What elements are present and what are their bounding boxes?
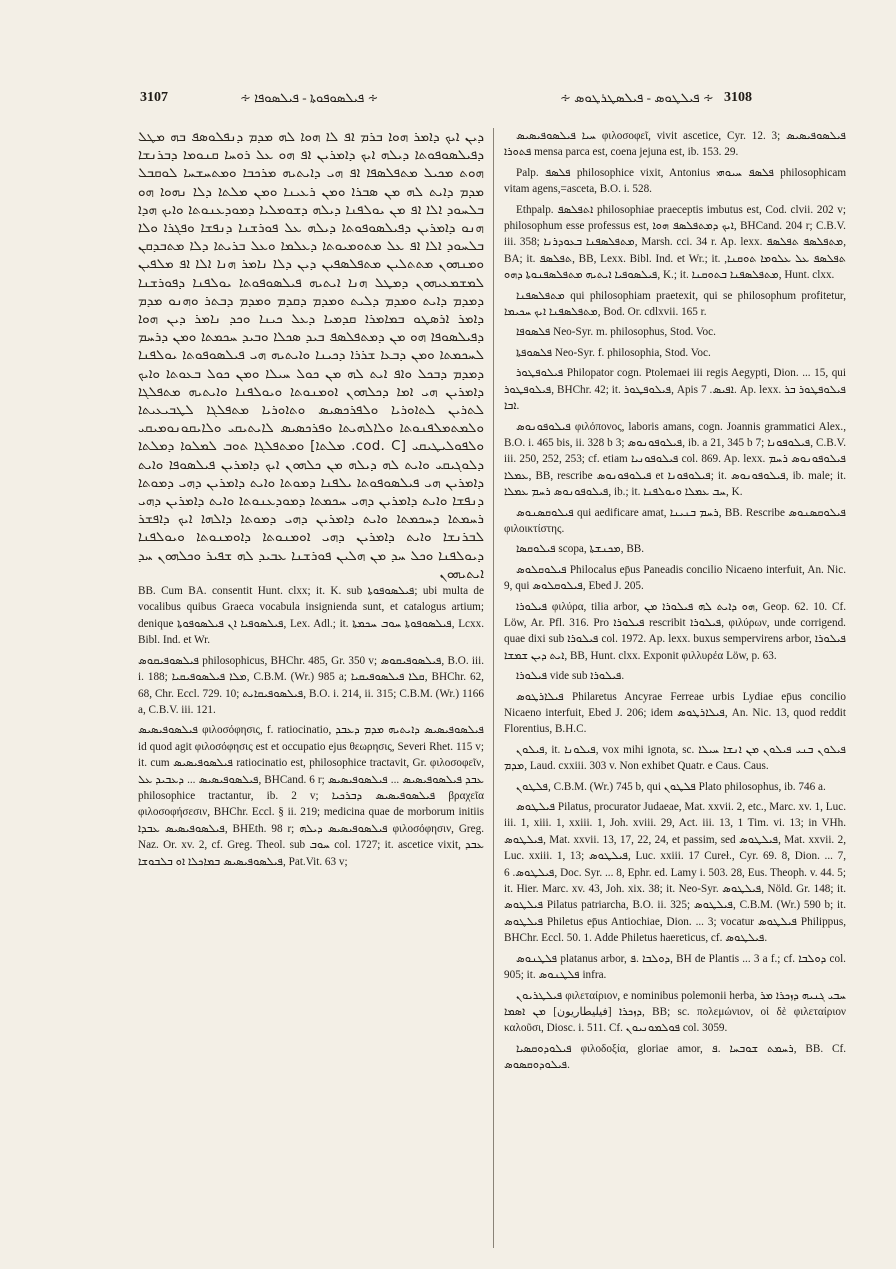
syriac-text-block: ܕܝܢ ܐܝܟ ܕܐܡܪ ܗܘܐ ܒܪܡ ܐܦ ܠܐ ܗܘܐ ܠܗ ܡܕܡ ܕܢܦܠܘܣܦ ܒܗ ܡܛܠ ܕܦܝܠܣܘܦܘܬܐ ܕܝܠܗ ܐܝܟ ܕܐܡܪܝܢ ܐܦ ܗܘ ܥܠ ܪܘܚܐ ܩܢܘܡܐ ܕܒܪܢܫܐ ܗܘܬ ܡܟܝܠ ܡܬܦܠܣܦܐ ܐܦ ܗܝ ܕܐܝܬܝܗ ܡܪܟܒܐ ܘܡܬܚܫܚܐ ܠܘܩܒܠ ܡܕܡ ܕܐܝܬ ܠܗ ܡܢ ܣܒܪܐ ܘܡܢ ܪܥܝܢܐ ܘܡܢ ܡܠܬܐ ܕܠܐ ܢܗܘܐ ܗܘ ܒܠܚܘܕ ܐܠܐ ܐܦ ܡܢ ܝܘܠܦܢܐ ܕܝܠܗ ܕܫܘܡܠܝܐ ܕܡܘܕܥܢܘܬܐ ܘܐܝܟ ܗܕܐ ܗܢܘ ܕܐܡܪܝܢ ܕܦܝܠܣܘܦܘܬܐ ܕܝܠܗ ܥܠ ܦܘܪܫܢܐ ܕܢܦܫܐ ܘܦܓܪܐ ܘܠܐ ܒܠܚܘܕ ܐܠܐ ܐܦ ܥܠ ܡܬܘܡܝܘܬܐ ܕܥܠܡܐ ܘܥܠ ܒܪܝܬܐ ܕܠܐ ܡܬܒܕܩܢ ܘܡܢܗܘܢ ܡܬܬܠܝܢ ܡܬܦܠܣܦܝܢ ܕܝܢ ܕܠܐ ܢܐܡܪ ܗܢܐ ܐܠܐ ܐܦ ܡܠܦܝܢ ܠܡܫܡܥܝܗܘܢ ܕܡܛܠ ܗܢܐ ܐܝܬܝܗ ܦܝܠܣܘܦܘܬܐ ܝܘܠܦܢܐ ܕܦܘܪܫܢܐ ܕܡܕܡ ܕܐܝܬ ܘܡܕܡ ܕܠܝܬ ܘܡܕܡ ܕܩܕܡ ܘܡܕܡ ܕܒܬܪ ܘܗܢܘ ܡܕܡ ܕܐܡܪ ܐܪܣܛܘ ܒܡܐܡܪܐ ܩܕܡܝܐ ܕܥܠ ܟܝܢܐ ܘܟܕ ܢܐܡܪ ܕܝܢ ܗܘܐ ܕܦܝܠܣܘܦܐ ܗܘ ܡܢ ܕܡܬܦܠܣܦ ܒܝܕ ܣܟܠܐ ܘܒܝܕ ܚܟܡܬܐ ܘܡܢ ܕܪܚܡ ܠܚܟܡܬܐ ܘܡܢ ܕܒܥܐ ܫܪܪܐ ܕܟܝܢܐ ܘܐܝܬܝܗ ܗܝ ܦܝܠܣܘܦܘܬܐ ܝܘܠܦܢܐ ܕܡܕܡ ܕܒܟܠ ܘܐܦ ܐܝܬ ܠܗ ܡܢ ܟܘܠ ܚܝܠܐ ܘܡܢ ܟܘܠ ܒܥܘܬܐ ܘܐܝܟ ܕܐܡܪܝܢ ܗܝ ܐܡܐ ܕܟܠܗܘܢ ܐܘܡܢܘܬܐ ܘܝܘܠܦܢܐ ܘܐܝܬܝܗ ܡܬܦܠܓܐ ܠܬܪܝܢ ܠܬܐܘܪܝܐ ܘܠܦܪܟܣܝܣ ܘܬܐܘܪܝܐ ܡܬܦܠܓܐ ܠܛܒܝܥܝܬܐ ܘܠܡܬܡܠܦܢܘܬܐ ܘܠܐܠܗܝܬܐ ܘܦܪܟܣܝܣ ܠܐܝܬܝܩܝ ܘܠܐܝܩܘܢܘܡܝܩܝ ܘܠܦܘܠܝܛܝܩܝ [cod. C. ܡܠܬܐ] ܘܡܬܦܠܓܐ ܬܘܒ ܠܡܠܘܐ ܕܡܠܬܐ ܕܠܘܓܝܩܝ ܘܐܝܬ ܠܗ ܕܝܠܗ ܡܢ ܟܠܗܘܢ ܐܝܟ ܕܐܡܪܝܢ ܦܝܠܣܘܦܐ ܘܐܝܬ ܕܐܡܪܝܢ ܗܝ ܦܝܠܣܘܦܘܬܐ ܝܠܦܢܐ ܕܡܘܬܐ ܘܐܝܬ ܕܐܡܪܝܢ ܕܗܝ ܕܡܘܬܐ ܕܢܦܫܐ ܘܐܝܬ ܕܐܡܪܝܢ ܕܗܝ ܚܟܡܬܐ ܕܡܘܕܥܢܘܬܐ ܘܐܝܬ ܕܐܡܪܝܢ ܕܗܝ ܪܚܡܬܐ ܕܚܟܡܬܐ ܘܐܝܬ ܕܐܡܪܝܢ ܕܗܝ ܕܡܘܬܐ ܕܐܠܗܐ ܐܝܟ ܕܐܦܫܪ ܠܒܪܢܫܐ ܘܐܝܬ ܕܐܡܪܝܢ ܕܗܝ ܐܘܡܢܘܬܐ ܕܐܘܡܢܘܬܐ ܘܝܘܠܦܢܐ ܕܝܘܠܦܢܐ ܘܟܠ ܚܕ ܡܢ ܗܠܝܢ ܦܘܪܫܢܐ ܥܒܝܕ ܠܗ ܫܦܝܪ ܘܟܠܗܘܢ ܚܕ ܐܝܬܝܗܘܢ <box>138 129 484 582</box>
left-running-title: ∻ ܦܝܠܣܘܦܘܬܐ - ܦܝܠܣܘܦܐ ∻ <box>240 90 379 105</box>
entry-paragraph: Ethpalp. ܐܬܦܠܣܦ philosophiae praeceptis imbutus est, Cod. clvii. 202 v; philosophum esse professus est, ܐܝܟ ܕܡܬܦܠܣܦ ܗܘܐ, BHCand. 204 r; C.B.V. iii. 358; ܡܬܦܠܣܦܢܐ ܒܥܘܕܪܢܐ, Marsh. cci. 34 r. Ap. lexx. ܡܬܦܠܣܦ ܬܦܠܣܦ, BA; it. ܬܦܠܣܦ, BB, Lexx. Bibl. Ind. et Wr.; it. ܬܦܠܣܦ ܥܠ ܥܠܘܡܐ ܬܘܩܢܐ, ܦܝܠܣܘܦܝܐ ܐܝܬܝܗ ܡܬܦܠܣܦܢܘܬܐ ܕܗܘ, K.; it. ܡܬܦܠܣܦܢܐ ܒܬܘܩܢܐ, Hunt. clxx. <box>504 203 846 282</box>
entry-plato: ܦܠܛܘܢ, C.B.M. (Wr.) 745 b, qui ܦܠܛܘܢ Plato philosophus, ib. 746 a. <box>516 780 826 793</box>
entry-paragraph: ܦܠܣܘܦܐ Neo-Syr. m. philosophus, Stod. Voc. <box>516 326 716 339</box>
entry-philosophesis: ܦܝܠܣܘܦܝܣܝܣ φιλοσόφησις, f. ratiocinatio, ܦܝܠܣܘܦܝܣܝܣ ܕܐܝܬܝܗ ܡܕܡ ܕܥܒܕ id quod agit φιλοσόφησις est et occupatio ejus θεωρησις, Severi Rhet. 115 v; it. cum ܦܝܠܣܘܦܝܣܝܣ ratiocinatio est, philosophice tractavit, Gr. φιλοσοφεῖν, ܦܝܠܣܘܦܝܣܝܣ ... ܕܥܒܝܕ ܥܠ, BHCand. 6 r; ܥܒܕ ܦܝܠܣܘܦܝܣܝܣ ... ܦܝܠܣܘܦܝܣܝܣ philosophice tractantur, ib. 2 v; ܦܝܠܣܘܦܝܣܝܣ ܕܒܪܟܝܐ βραχεῖα φιλοσοφήσεσιν, BHChr. Eccl. § ii. 219; medicina quae de morborum initiis ܦܝܠܣܘܦܝܣܝܣ ܥܒܕܐ, BHEth. 98 r; ܦܝܠܣܘܦܝܣܝܣ ܕܝܠܗ φιλοσόφησιν, Greg. Naz. Or. xv. 2, cf. Greg. Theol. sub ܚܘܒ col. 1727; it. ascetice vixit, ܥܒܕ ܦܝܠܣܘܦܝܣܝܣ ܒܡܐܟܠܐ ܐܘ ܒܠܒܘܫܐ, Pat.Vit. 63 v; <box>138 724 484 868</box>
page-header <box>0 90 896 114</box>
entry-paragraph: ܦܝܠܘܩܣܐ scopa, ܡܟܢܫܬܐ, BB. <box>516 543 645 556</box>
right-page-number: 3108 <box>724 90 752 105</box>
entry-paragraph: ܦܝܠܘܩܣܢܘܣ qui aedificare amat, ܪܚܡ ܒܢܝܢܐ, BB. Rescribe ܦܝܠܘܩܣܢܘܣ φιλοικτίστης. <box>504 506 846 535</box>
left-column <box>138 128 484 1258</box>
entry-philosophicus: ܦܝܠܣܘܦܝܩܘܣ philosophicus, BHChr. 485, Gr. 350 v; ܦܝܠܣܘܦܝܩܘܣ, B.O. iii. i. 188; ܡܠܐ ܦܝܠܣܘܦܝܩܝܐ, C.B.M. (Wr.) 985 a; ܩܠܐ ܦܝܠܣܘܦܝܩܝܐ, BHChr. 62, 68, Chr. Eccl. 729. 10; ܦܝܠܣܘܦܝܩܐܝܬ, B.O. i. 214, ii. 315; C.B.M. (Wr.) 1166 a, C.B.V. iii. 121. <box>138 654 484 716</box>
entry-philoponos: ܦܝܠܘܦܘܢܘܣ φιλόπονος, laboris amans, cogn. Joannis grammatici Alex., B.O. i. 465 bis, ii. 328 b 3; ܦܝܠܘܦܘܢܘܣ, ib. a 21, 345 b 7; ܦܝܠܘܦܘܢܐ, C.B.V. iii. 250, 252, 253; cf. etiam ܦܝܠܘܦܘܢܝܐ col. 869. Ap. lexx. ܦܝܠܘܦܘܢܘܣ ܪܚܡ ܥܡܠܐ, BB, rescribe ܦܝܠܘܦܘܢܘܣ et ܦܝܠܘܦܘܢܐ; it. ܦܝܠܘܦܘܢܘܣ, ib. male; it. ܦܝܠܘܦܘܢܘܣ ܪܚܡ ܥܡܠܐ, ib.; it. ܚܒ ܥܡܠܐ ܘܝܘܠܦܢܐ, K. <box>504 420 846 499</box>
left-page-number: 3107 <box>140 90 168 105</box>
column-divider <box>493 128 494 1248</box>
entry-pilatus: ܦܝܠܛܘܣ Pilatus, procurator Judaeae, Mat. xxvii. 2, etc., Marc. xv. 1, Luc. iii. 1, xiii. 1, xxiii. 1, Joh. xviii. 29, Act. iii. 13, 1 Tim. vi. 13; in VHh. ܦܝܠܛܘܣ, Mat. xxvii. 13, 17, 22, 24, et passim, sed ܦܝܠܛܘܣ, Mat. xxvii. 2, Luc. xxiii. 1, 13; ܦܝܠܛܘܣ, Luc. xxiii. 17 Cureł., Cyr. 69. 8, Dion. ... 7, ܦܝܠܛܘܣ. 6, Doc. Syr. ... 8, Ephr. ed. Lamy i. 503. 28, Eus. Theoph. v. 44. 5; it. Hier. Marc. xv. 43, Joh. xix. 38; it. Neo-Syr. ܦܝܠܛܘܣ, Nöld. Gr. 148; it. ܦܝܠܛܘܣ Pilatus patriarcha, B.O. ii. 325; ܦܝܠܛܘܣ, C.B.M. (Wr.) 590 b; it. ܦܝܠܛܘܣ Philetus ep̄us Antiochiae, Dion. ... 3; vocatur ܦܝܠܛܘܣ Philippus, BHChr. Eccl. 50. 1. Adde Philetus haereticus, cf. ܦܝܠܛܘܣ. <box>504 801 846 945</box>
right-running-title: ∻ ܦܝܠܛܘܣ - ܦܝܠܣܛܪܛܘܣ ∻ <box>560 90 714 105</box>
entry-philyra: ܦܝܠܘܪܐ φιλύρα, tilia arbor, ܗܘ ܕܐܝܬ ܠܗ ܦܝܠܘܪܐ ܡܢ, Geop. 62. 10. Cf. Löw, Ar. Pfl. 316. Pro ܦܝܠܘܪܐ rescribit ܦܝܠܘܪܐ, φιλύρων, unde corrigend. quae dixi sub ܦܝܠܘܪܐ col. 1972. Ap. lexx. buxus sempervirens arbor, ܦܝܠܘܪܐ ܐܝܬ ܕܝܢ ܫܡܫܐ, BB, Hunt. clxx. Exponit φιλλυρέα Löw, p. 63. <box>504 600 846 662</box>
entry-paragraph: ܡܬܦܠܣܦܢܐ qui philosophiam praetexit, qui se philosophum profitetur, ܡܬܦܠܣܦܢܐ ܐܝܟ ܚܟܝܡܐ, Bod. Or. cdlxvii. 165 r. <box>504 289 846 319</box>
entry-paragraph: BB. Cum BA. consentit Hunt. clxx; it. K. sub ܦܝܠܣܘܦܘܬܐ; ubi multa de vocalibus quibus Graeca vocabula insignienda sunt, et catalogus artium; denique ܦܝܠܣܘܦܝܐ ܐܢ ܦܝܠܣܘܦܘܬܐ, Lex. Adl.; it. ܦܝܠܣܘܦܘܬܐ ܚܘܒ ܚܟܡܬܐ, Lcxx. Bibl. Ind. et Wr. <box>138 585 484 647</box>
entry-paragraph: Palp. ܦܠܣܦ philosophice vixit, Antonius ܦܠܣܦ ܚܝܘܗܝ philosophicam vitam agens,=asceta, B.O. i. 528. <box>504 166 846 196</box>
entry-philodoxia: ܦܝܠܘܕܘܩܣܝܐ φιλοδοξία, gloriae amor, ܪܚܡܬ ܫܘܒܚܐ .ܦ, BB. Cf. ܦܝܠܘܕܘܩܣܘܣ. <box>504 1042 846 1072</box>
entry-paragraph: ܚܝܐ ܦܝܠܣܘܦܝܣܝܣ φιλοσοφεῖ, vivit ascetice, Cyr. 12. 3; ܦܝܠܣܘܦܝܣܝܣ ܦܬܘܪܐ mensa parca est, coena jejuna est, ib. 153. 29. <box>504 130 846 159</box>
entry-paragraph: ܦܠܣܘܦܬܐ Neo-Syr. f. philosophia, Stod. Voc. <box>516 346 711 359</box>
entry-paragraph: ܦܝܠܘܢ, it. ܦܝܠܘܢܐ, vox mihi ignota, sc. ܦܝܠܘܢ ܒܢܝ ܦܝܠܘܢ ܡܢ ܐܢܫܐ ܚܝܠܐ ܡܕܡ, Laud. cxxiii. 303 v. Non exhibet Quatr. e Caus. Caus. <box>504 743 846 773</box>
entry-philaretus: ܦܝܠܐܪܛܘܣ Philaretus Ancyrae Ferreae urbis Lydiae ep̄us concilio Nicaeno interfuit, Ebed J. 206; idem ܦܝܠܐܪܛܘܣ, An. Nic. 13, quod reddit Florentius, B.H.C. <box>504 690 846 736</box>
entry-platanus: ܦܠܛܢܘܣ platanus arbor, ܕܘܠܒܐ .ܦ, BH de Plantis ... 3 a f.; cf. ܕܘܠܒܐ col. 905; it. ܦܠܛܢܘܣ infra. <box>504 952 846 982</box>
entry-philocalus: ܦܝܠܘܩܠܘܣ Philocalus ep̄us Paneadis concilio Nicaeno interfuit, An. Nic. 9, qui ܦܝܠܘܩܠܘܣ, Ebed J. 205. <box>504 563 846 593</box>
entry-philopator: ܦܝܠܘܦܛܘܪ Philopator cogn. Ptolemaei iii regis Aegypti, Dion. ... 15, qui ܦܝܠܘܦܛܘܪ, BHChr. 42; it. ܦܝܠܘܦܛܘܪ, Apis ܐܦܝܣ. 7. Ap. lexx. ܦܝܠܘܦܛܘܪ ܒܪ ܐܒܐ. <box>504 367 846 413</box>
entry-philetairion: ܦܝܠܛܪܝܘܢ φιλεταίριον, e nominibus polemonii herba, ܚܒܝ ܓܢܝܗ ܕܙܟܪܐ ܡܪ ܕܙܟܪܐ [فيليطاريون] ܡܢ ܐܣܡܐ, BB; sc. πολεμώνιον, οἱ δὲ φιλεταίριον καλοῦσι, Diosc. i. 511. Cf. ܦܘܠܡܘܢܝܘܢ col. 3059. <box>504 989 846 1035</box>
entry-paragraph: ܦܝܠܘܪܐ vide sub ܦܝܠܘܪܐ. <box>516 670 625 683</box>
right-column <box>504 128 846 1258</box>
